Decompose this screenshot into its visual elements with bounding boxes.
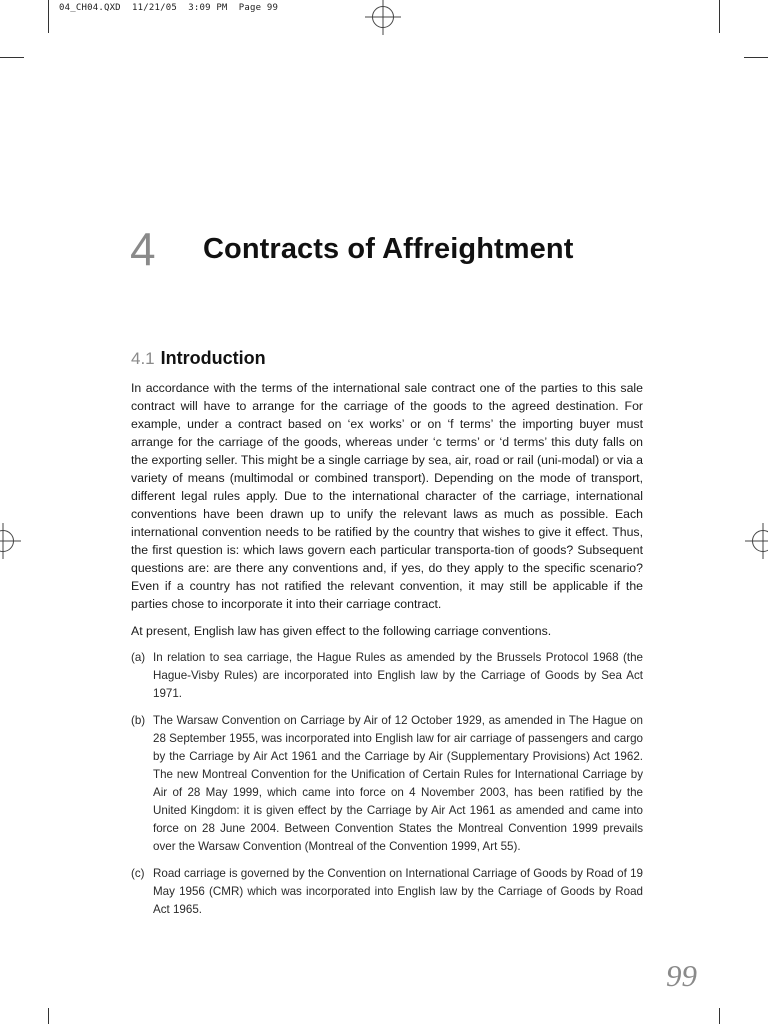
list-item-text: Road carriage is governed by the Convention on International Carriage of Goods by Road of 19 May 1956 (CMR) which was incorporated into English law by the Carriage of Goods by Road Act 1965. <box>153 867 643 916</box>
crop-mark-top-right-vertical <box>719 0 720 33</box>
chapter-title: Contracts of Affreightment <box>203 233 574 265</box>
crop-mark-top-left-vertical <box>48 0 49 33</box>
print-slug: 04_CH04.QXD 11/21/05 3:09 PM Page 99 <box>59 3 279 13</box>
registration-mark-right <box>752 530 768 552</box>
list-item <box>131 649 643 703</box>
crop-mark-top-right-horizontal <box>744 57 768 58</box>
list-item <box>131 865 643 919</box>
registration-mark-left <box>0 530 14 552</box>
list-item-label: (c) <box>131 867 145 880</box>
section-number: 4.1 <box>131 349 155 368</box>
list-item <box>131 712 643 856</box>
page-number: 99 <box>666 958 697 993</box>
chapter-number: 4 <box>130 223 156 275</box>
section-title: Introduction <box>160 348 266 368</box>
registration-mark-top <box>372 6 394 28</box>
crop-mark-top-left-horizontal <box>0 57 24 58</box>
list-item-label: (b) <box>131 714 146 727</box>
crop-mark-bottom-right-vertical <box>719 1008 720 1024</box>
body-content <box>131 379 643 928</box>
list-item-label: (a) <box>131 651 146 664</box>
paragraph-conventions: At present, English law has given effect to the following carriage conventions. <box>131 624 552 638</box>
list-item-text: In relation to sea carriage, the Hague Rules as amended by the Brussels Protocol 1968 (the Hague-Visby Rules) are incorporated into English law by the Carriage of Goods by Sea Act 1971. <box>153 651 643 700</box>
list-item-text: The Warsaw Convention on Carriage by Air of 12 October 1929, as amended in The Hague on 28 September 1955, was incorporated into English law for air carriage of passengers and cargo by the Carriage by Air Act 1961 and the Carriage by Air (Supplementary Provisions) Act 1962. The new Montreal Convention for the Unification of Certain Rules for International Carriage by Air of 28 May 1999, which came into force on 4 November 2003, has been ratified by the United Kingdom: it is given effect by the Carriage by Air Act 1961 as amended and came into force on 28 June 2004. Between Convention States the Montreal Convention 1999 prevails over the Warsaw Convention (Montreal of the Convention 1999, Art 55). <box>153 714 643 853</box>
section-heading <box>131 348 266 369</box>
paragraph-intro: In accordance with the terms of the international sale contract one of the parties to this sale contract will have to arrange for the carriage of the goods to the agreed destination. For example, under a contract based on ‘ex works’ or on ‘f terms’ the importing buyer must arrange for the carriage of the goods, whereas under ‘c terms’ or ‘d terms’ this duty falls on the exporting seller. This might be a single carriage by sea, air, road or rail (uni-modal) or via a variety of means (multimodal or combined transport). Depending on the mode of transport, different legal rules apply. Due to the international character of the carriage, international conventions have been drawn up to unify the relevant laws as much as possible. Each international convention needs to be ratified by the country that wishes to give it effect. Thus, the first question is: which laws govern each particular transporta-tion of goods? Subsequent questions are: are there any conventions and, if yes, do they apply to the specific scenario? Even if a country has not ratified the relevant convention, it may still be applicable if the parties chose to incorporate it into their carriage contract. <box>131 381 643 611</box>
crop-mark-bottom-left-vertical <box>48 1008 49 1024</box>
